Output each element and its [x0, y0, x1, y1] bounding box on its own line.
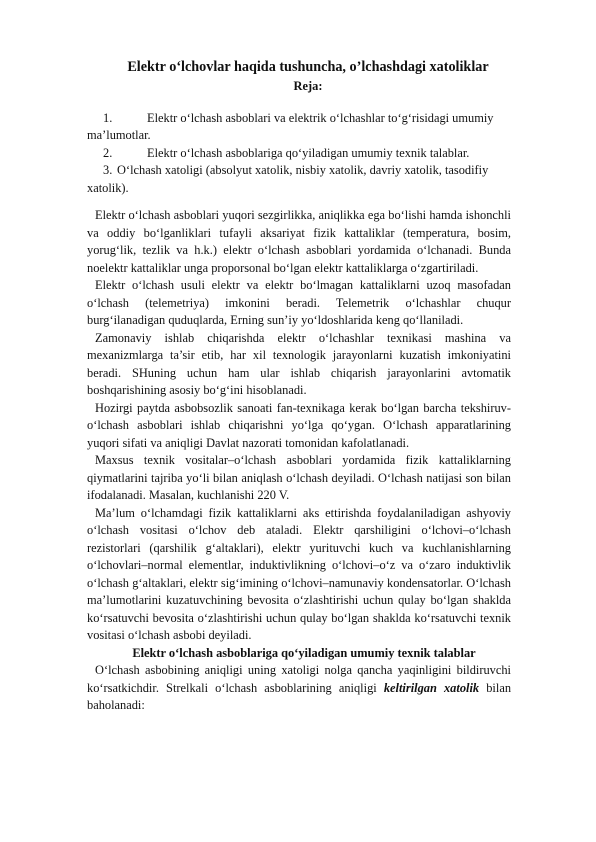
- document-body: [87, 58, 511, 715]
- body-paragraph: Elektr o‘lchash asboblari yuqori sezgirlikka, aniqlikka ega bo‘lishi hamda ishonchli va oddiy bo‘lganliklari tufayli aksariyat fizik kattaliklar (temperatura, bosim, yorug‘lik, tezlik va h.k.) elektr o‘lchash asboblari yordamida o‘lchanadi. Bunda noelektr kattaliklar unga proporsonal bo‘lgan elektr kattaliklarga o‘zgartiriladi.: [87, 208, 511, 275]
- plan-item: [87, 110, 511, 145]
- plan-item-number: 3.: [103, 163, 113, 177]
- document-title: Elektr o‘lchovlar haqida tushuncha, o’lchashdagi xatoliklar: [127, 59, 489, 75]
- plan-heading: Reja:: [293, 79, 323, 93]
- body-paragraph: Ma’lum o‘lchamdagi fizik kattaliklarni aks ettirishda foydalaniladigan ashyoviy o‘lchash vositasi o‘lchov deb ataladi. Elektr qarshiligini o‘lchovi–o‘lchash rezistorlari (qarshilik g‘altaklari), elektr yurituvchi kuch va kuchlanishlarning o‘lchovlari–normal elementlar, induktivlikning o‘lchovi–o‘z va o‘zaro induktivlik o‘lchash g‘altaklari, elektr sig‘imining o‘lchovi–namunaviy kondensatorlar. O‘lchash ma’lumotlarini kuzatuvchining bevosita o‘zlashtirishi uchun qulay bo‘lgan shaklda ko‘rsatuvchi bevosita o‘zlashtirishi uchun qulay bo‘lgan shaklda ko‘rsatuvchi texnik vositasi o‘lchash asbobi deyiladi.: [87, 505, 511, 642]
- plan-item: [87, 145, 511, 163]
- body-paragraph: Hozirgi paytda asbobsozlik sanoati fan-texnikaga kerak bo‘lgan barcha tekshiruv-o‘lchash asboblari ishlab chiqarishni yo‘lga qo‘ygan. O‘lchash apparatlarining yuqori sifati va aniqligi Davlat nazorati tomonidan kafolatlanadi.: [87, 400, 511, 450]
- body-paragraph: Elektr o‘lchash usuli elektr va elektr bo‘lmagan kattaliklarni uzoq masofadan o‘lchash (telemetriya) imkonini beradi. Telemetrik o‘lchashlar chuqur burg‘ilanadigan quduqlarda, Erning sun’iy yo‘ldoshlarida keng qo‘llaniladi.: [87, 278, 511, 327]
- plan-item-text: Elektr o‘lchash asboblariga qo‘yiladigan umumiy texnik talablar.: [147, 145, 470, 160]
- plan-item: [87, 162, 511, 197]
- body-paragraph: Maxsus texnik vositalar–o‘lchash asboblari yordamida fizik kattaliklarning qiymatlarini tajriba yo‘li bilan aniqlash o‘lchash deyiladi. O‘lchash natijasi son bilan ifodalanadi. Masalan, kuchlanishi 220 V.: [87, 453, 511, 502]
- plan-list: [87, 110, 511, 198]
- text-run: O‘lchash asbobining aniqligi uning xatoligi nolga qancha yaqinligini bildiruvchi ko‘rsatkichdir. Strelkali o‘lchash asboblarining aniqligi: [87, 663, 511, 695]
- plan-item-text: O‘lchash xatoligi (absolyut xatolik, nisbiy xatolik, davriy xatolik, tasodifiy xatolik).: [87, 163, 489, 195]
- plan-item-number: 1.: [103, 110, 113, 125]
- body-paragraph: Zamonaviy ishlab chiqarishda elektr o‘lchashlar texnikasi mashina va mexanizmlarga ta’sir etib, har xil texnologik jarayonlarni kuzatish imkoniyatini beradi. SHuning uchun ham ular ishlab chiqarish jarayonlarini avtomatik boshqarishining asosiy bo‘g‘ini hisoblanadi.: [87, 330, 511, 397]
- section-heading: Elektr o‘lchash asboblariga qo‘yiladigan umumiy texnik talablar: [132, 645, 476, 660]
- plan-item-number: 2.: [103, 145, 113, 160]
- text-run: bilan baholanadi:: [87, 680, 512, 712]
- body-paragraph-last: [87, 662, 511, 715]
- emphasized-term: keltirilgan xatolik: [383, 680, 480, 695]
- plan-item-text: Elektr o‘lchash asboblari va elektrik o‘lchashlar to‘g‘risidagi umumiy ma’lumotlar.: [87, 110, 494, 142]
